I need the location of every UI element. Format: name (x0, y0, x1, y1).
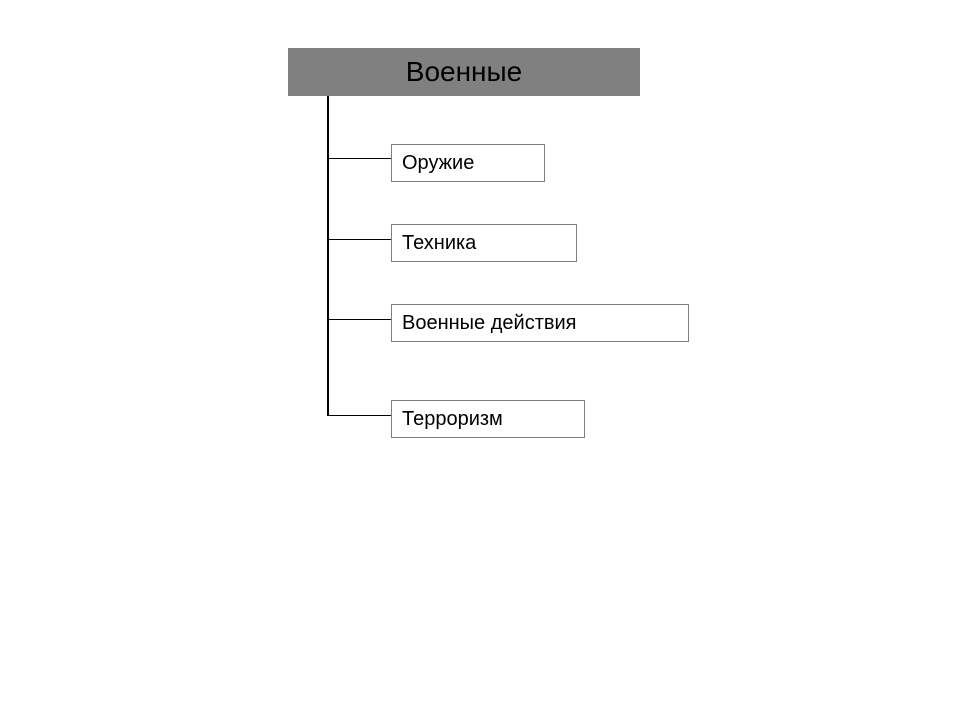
branch-connector-equipment (328, 239, 392, 240)
child-node-label: Техника (402, 231, 477, 254)
tree-trunk-connector (327, 96, 329, 416)
child-node-label: Терроризм (402, 407, 503, 430)
branch-connector-terrorism (328, 415, 392, 416)
child-node-label: Оружие (402, 151, 475, 174)
child-node-military-actions (391, 304, 689, 342)
root-node-military (288, 48, 640, 96)
child-node-label: Военные действия (402, 311, 577, 334)
child-node-terrorism (391, 400, 585, 438)
child-node-weapons (391, 144, 545, 182)
root-node-label: Военные (405, 56, 523, 87)
branch-connector-weapons (328, 158, 392, 159)
branch-connector-military-actions (328, 319, 392, 320)
child-node-equipment (391, 224, 577, 262)
